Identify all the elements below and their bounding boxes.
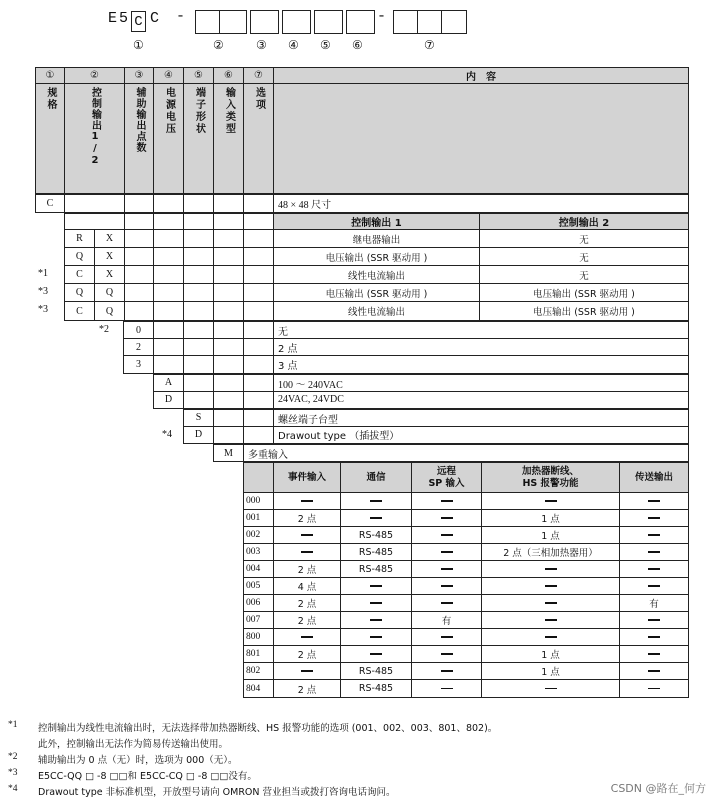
option-code: 001 — [244, 510, 274, 527]
footnote — [8, 752, 238, 766]
terminal-section — [183, 409, 689, 444]
spec-desc: 48 × 48 尺寸 — [278, 200, 332, 211]
dash-mark — [545, 568, 557, 570]
header-label-power: 电源电压 — [163, 87, 175, 135]
control-output-2-code: X — [95, 248, 125, 266]
empty-cell — [214, 375, 244, 392]
control-output-2-code: X — [95, 266, 125, 284]
input-code: M — [214, 445, 244, 461]
dash-mark — [370, 585, 382, 587]
empty-cell — [214, 266, 244, 284]
option-cell — [620, 578, 688, 595]
dash-mark — [648, 688, 660, 690]
empty-cell — [244, 266, 274, 284]
dash-mark — [441, 551, 453, 553]
option-code: 801 — [244, 646, 274, 663]
empty-cell — [244, 302, 274, 320]
option-code: 007 — [244, 612, 274, 629]
control-output-note-mark: *3 — [38, 304, 48, 315]
option-code: 000 — [244, 493, 274, 510]
option-cell — [274, 544, 341, 561]
option-cell: 2 点 — [274, 510, 341, 527]
option-cell — [341, 493, 412, 510]
option-cell: RS-485 — [341, 663, 412, 680]
empty-cell — [244, 339, 274, 356]
option-cell — [341, 510, 412, 527]
terminal-desc: Drawout type （插拔型） — [278, 431, 400, 443]
footnote-text: 辅助输出为 0 点（无）时，选项为 000（无）。 — [38, 755, 238, 766]
model-num-3: ③ — [256, 38, 267, 52]
option-code: 802 — [244, 663, 274, 680]
model-num-7: ⑦ — [424, 38, 435, 52]
option-cell: RS-485 — [341, 544, 412, 561]
model-sep1: - — [176, 8, 186, 25]
empty-cell — [244, 248, 274, 266]
footnote-mark: *3 — [8, 768, 18, 778]
option-cell — [482, 578, 620, 595]
header-label-input: 输入类型 — [223, 87, 235, 135]
dash-mark — [545, 585, 557, 587]
option-cell: 2 点（三相加热器用） — [482, 544, 620, 561]
empty-cell — [244, 392, 274, 409]
option-cell — [341, 629, 412, 646]
option-cell — [620, 510, 688, 527]
option-cell: 1 点 — [482, 646, 620, 663]
dash-mark — [545, 688, 557, 690]
spec-code: C — [36, 195, 65, 212]
aux-output-note-mark: *2 — [99, 324, 109, 335]
model-prefix: E5 — [108, 10, 131, 27]
footnote-mark: *2 — [8, 752, 18, 762]
dash-mark — [648, 500, 660, 502]
terminal-note-mark: *4 — [162, 429, 172, 440]
header-num-4: ④ — [154, 68, 184, 84]
dash-mark — [301, 670, 313, 672]
empty-cell — [184, 302, 214, 320]
aux-output-desc: 3 点 — [278, 361, 298, 372]
empty-cell — [214, 248, 244, 266]
options-header: 传送输出 — [620, 463, 688, 493]
model-box-7 — [393, 10, 467, 34]
option-cell: RS-485 — [341, 527, 412, 544]
option-cell — [482, 561, 620, 578]
aux-output-desc: 无 — [278, 327, 288, 338]
watermark: CSDN @路在_何方 — [610, 782, 706, 795]
options-header: 事件输入 — [274, 463, 341, 493]
control-output-section — [64, 213, 689, 321]
empty-cell — [244, 230, 274, 248]
option-cell — [274, 629, 341, 646]
control-output-note-mark: *1 — [38, 268, 48, 279]
dash-mark — [370, 517, 382, 519]
footnote-mark: *1 — [8, 720, 18, 730]
empty-cell — [244, 375, 274, 392]
control-output-2-desc: 电压输出 (SSR 驱动用 ) — [480, 284, 688, 302]
power-section — [153, 374, 689, 409]
option-cell — [341, 595, 412, 612]
empty-cell — [154, 284, 184, 302]
empty-cell — [214, 410, 244, 427]
footnote — [8, 720, 498, 734]
dash-mark — [545, 602, 557, 604]
dash-mark — [545, 636, 557, 638]
dash-mark — [301, 534, 313, 536]
option-cell — [620, 663, 688, 680]
model-box-4 — [282, 10, 311, 34]
empty-cell — [244, 410, 274, 427]
header-label-spec: 规格 — [45, 87, 56, 111]
empty-cell — [125, 266, 154, 284]
option-cell — [412, 578, 482, 595]
option-code: 002 — [244, 527, 274, 544]
dash-mark — [441, 517, 453, 519]
input-desc: 多重输入 — [248, 449, 288, 461]
power-desc: 24VAC, 24VDC — [278, 394, 344, 406]
option-cell — [620, 527, 688, 544]
option-cell — [482, 595, 620, 612]
option-cell — [274, 663, 341, 680]
control-output-1-code: C — [65, 302, 95, 320]
power-code: A — [154, 375, 184, 392]
header-label-aux-output: 辅助输出点数 — [134, 87, 145, 153]
model-box-3 — [250, 10, 279, 34]
empty-cell — [184, 392, 214, 409]
empty-cell — [154, 322, 184, 339]
empty-cell — [154, 339, 184, 356]
terminal-code: S — [184, 410, 214, 427]
empty-cell — [154, 248, 184, 266]
option-cell — [412, 629, 482, 646]
dash-mark — [648, 534, 660, 536]
option-cell — [620, 612, 688, 629]
option-code: 003 — [244, 544, 274, 561]
option-cell — [341, 646, 412, 663]
terminal-code: D — [184, 427, 214, 444]
option-cell — [482, 612, 620, 629]
dash-mark — [648, 568, 660, 570]
model-boxed-c: C — [131, 11, 146, 32]
header-content: 内 容 — [274, 68, 688, 84]
option-cell — [412, 663, 482, 680]
option-cell — [482, 629, 620, 646]
model-num-1: ① — [133, 38, 144, 52]
control-output-1-desc: 电压输出 (SSR 驱动用 ) — [274, 248, 480, 266]
spec-row — [35, 194, 689, 213]
empty-cell — [244, 322, 274, 339]
option-cell: RS-485 — [341, 680, 412, 697]
option-cell — [412, 510, 482, 527]
control-output-2-desc: 无 — [480, 248, 688, 266]
dash-mark — [441, 534, 453, 536]
option-code: 804 — [244, 680, 274, 697]
empty-cell — [125, 230, 154, 248]
model-box-2 — [195, 10, 247, 34]
dash-mark — [545, 619, 557, 621]
power-code: D — [154, 392, 184, 409]
empty-cell — [244, 356, 274, 373]
control-output-1-header: 控制输出 1 — [274, 214, 480, 230]
row-divider — [274, 338, 688, 339]
option-cell: 1 点 — [482, 527, 620, 544]
table-header — [35, 67, 689, 194]
option-cell — [341, 578, 412, 595]
dash-mark — [648, 619, 660, 621]
footnote — [38, 736, 228, 750]
empty-cell — [214, 322, 244, 339]
input-section — [213, 444, 689, 462]
footnote-text: 控制输出为线性电流输出时，无法选择带加热器断线、HS 报警功能的选项 (001、002、003、801、802)。 — [38, 723, 498, 734]
option-cell — [341, 612, 412, 629]
control-output-2-code: Q — [95, 302, 125, 320]
aux-output-desc: 2 点 — [278, 344, 298, 355]
empty-cell — [184, 339, 214, 356]
empty-cell — [214, 284, 244, 302]
control-output-1-code: R — [65, 230, 95, 248]
empty-cell — [154, 266, 184, 284]
empty-cell — [184, 248, 214, 266]
dash-mark — [648, 517, 660, 519]
header-num-3: ③ — [125, 68, 154, 84]
header-num-2: ② — [65, 68, 125, 84]
option-cell: 有 — [412, 612, 482, 629]
empty-cell — [214, 230, 244, 248]
control-output-1-desc: 线性电流输出 — [274, 266, 480, 284]
control-output-1-code: Q — [65, 248, 95, 266]
dash-mark — [301, 551, 313, 553]
empty-cell — [184, 375, 214, 392]
dash-mark — [441, 568, 453, 570]
model-num-2: ② — [213, 38, 224, 52]
empty-cell — [154, 302, 184, 320]
empty-cell — [154, 356, 184, 373]
footnote-text: E5CC-QQ □ -8 □□和 E5CC-CQ □ -8 □□没有。 — [38, 771, 257, 782]
option-cell: 2 点 — [274, 680, 341, 697]
empty-cell — [184, 230, 214, 248]
model-box-5 — [314, 10, 343, 34]
row-divider — [274, 355, 688, 356]
dash-mark — [301, 636, 313, 638]
options-header: 加热器断线、 HS 报警功能 — [482, 463, 620, 493]
power-desc: 100 ～ 240VAC — [278, 379, 343, 391]
dash-mark — [441, 636, 453, 638]
option-cell — [412, 646, 482, 663]
option-cell — [412, 493, 482, 510]
empty-cell — [214, 339, 244, 356]
control-output-2-code: Q — [95, 284, 125, 302]
option-cell — [482, 680, 620, 697]
dash-mark — [648, 636, 660, 638]
footnote-text: Drawout type 非标准机型，开放型号请向 OMRON 营业担当或拨打咨询电话询问。 — [38, 787, 396, 798]
option-cell: 4 点 — [274, 578, 341, 595]
control-output-1-desc: 电压输出 (SSR 驱动用 ) — [274, 284, 480, 302]
model-box-6 — [346, 10, 375, 34]
model-num-6: ⑥ — [352, 38, 363, 52]
dash-mark — [648, 585, 660, 587]
model-num-5: ⑤ — [320, 38, 331, 52]
empty-cell — [125, 284, 154, 302]
empty-cell — [214, 392, 244, 409]
option-cell: 1 点 — [482, 663, 620, 680]
options-table — [243, 462, 689, 698]
dash-mark — [441, 688, 453, 690]
dash-mark — [370, 653, 382, 655]
empty-cell — [184, 322, 214, 339]
empty-cell — [184, 284, 214, 302]
aux-output-code: 3 — [124, 356, 154, 373]
option-code: 800 — [244, 629, 274, 646]
dash-mark — [441, 653, 453, 655]
empty-cell — [214, 302, 244, 320]
option-cell — [482, 493, 620, 510]
control-output-note-mark: *3 — [38, 286, 48, 297]
empty-cell — [125, 302, 154, 320]
empty-cell — [214, 427, 244, 444]
option-code: 006 — [244, 595, 274, 612]
option-cell: 2 点 — [274, 646, 341, 663]
options-header: 远程 SP 输入 — [412, 463, 482, 493]
header-num-7: ⑦ — [244, 68, 274, 84]
empty-cell — [125, 248, 154, 266]
control-output-2-desc: 无 — [480, 266, 688, 284]
option-cell: 2 点 — [274, 561, 341, 578]
option-cell — [620, 561, 688, 578]
option-cell — [620, 493, 688, 510]
option-cell: 2 点 — [274, 612, 341, 629]
option-cell — [412, 527, 482, 544]
empty-cell — [244, 427, 274, 444]
option-cell — [412, 561, 482, 578]
option-cell — [620, 544, 688, 561]
dash-mark — [545, 500, 557, 502]
option-cell — [620, 646, 688, 663]
dash-mark — [370, 619, 382, 621]
dash-mark — [648, 653, 660, 655]
option-cell — [412, 680, 482, 697]
option-cell — [274, 527, 341, 544]
option-code: 005 — [244, 578, 274, 595]
header-num-1: ① — [36, 68, 65, 84]
dash-mark — [301, 500, 313, 502]
empty-cell — [214, 356, 244, 373]
footnote — [8, 768, 257, 782]
dash-mark — [441, 500, 453, 502]
empty-cell — [244, 284, 274, 302]
aux-output-section — [123, 321, 689, 374]
option-cell: 1 点 — [482, 510, 620, 527]
option-cell — [412, 544, 482, 561]
option-cell: 2 点 — [274, 595, 341, 612]
empty-cell — [184, 266, 214, 284]
terminal-desc: 螺丝端子台型 — [278, 414, 338, 426]
control-output-2-code: X — [95, 230, 125, 248]
option-cell — [620, 680, 688, 697]
aux-output-code: 2 — [124, 339, 154, 356]
option-cell — [274, 493, 341, 510]
option-cell: RS-485 — [341, 561, 412, 578]
footnote-text: 此外，控制输出无法作为简易传送输出使用。 — [38, 739, 229, 750]
option-cell — [620, 629, 688, 646]
control-output-1-desc: 线性电流输出 — [274, 302, 480, 320]
option-code: 004 — [244, 561, 274, 578]
control-output-1-code: Q — [65, 284, 95, 302]
option-cell — [412, 595, 482, 612]
header-label-terminal: 端子形状 — [193, 87, 205, 135]
header-num-5: ⑤ — [184, 68, 214, 84]
dash-mark — [370, 500, 382, 502]
model-c2: C — [150, 10, 160, 27]
dash-mark — [441, 670, 453, 672]
control-output-2-desc: 电压输出 (SSR 驱动用 ) — [533, 307, 635, 318]
empty-cell — [184, 356, 214, 373]
aux-output-code: 0 — [124, 322, 154, 339]
control-output-1-desc: 继电器输出 — [274, 230, 480, 248]
footnote — [8, 784, 396, 798]
control-output-2-desc: 无 — [480, 230, 688, 248]
dash-mark — [441, 602, 453, 604]
control-output-1-code: C — [65, 266, 95, 284]
dash-mark — [648, 670, 660, 672]
header-num-6: ⑥ — [214, 68, 244, 84]
dash-mark — [648, 551, 660, 553]
option-cell: 有 — [620, 595, 688, 612]
model-sep2: - — [377, 8, 387, 25]
dash-mark — [370, 602, 382, 604]
empty-cell — [154, 230, 184, 248]
model-num-4: ④ — [288, 38, 299, 52]
dash-mark — [370, 636, 382, 638]
dash-mark — [441, 585, 453, 587]
header-label-control-output: 控制输出1/2 — [89, 87, 101, 167]
control-output-2-header: 控制输出 2 — [480, 214, 688, 230]
header-label-option: 选项 — [253, 87, 265, 111]
footnote-mark: *4 — [8, 784, 18, 794]
options-header: 通信 — [341, 463, 412, 493]
